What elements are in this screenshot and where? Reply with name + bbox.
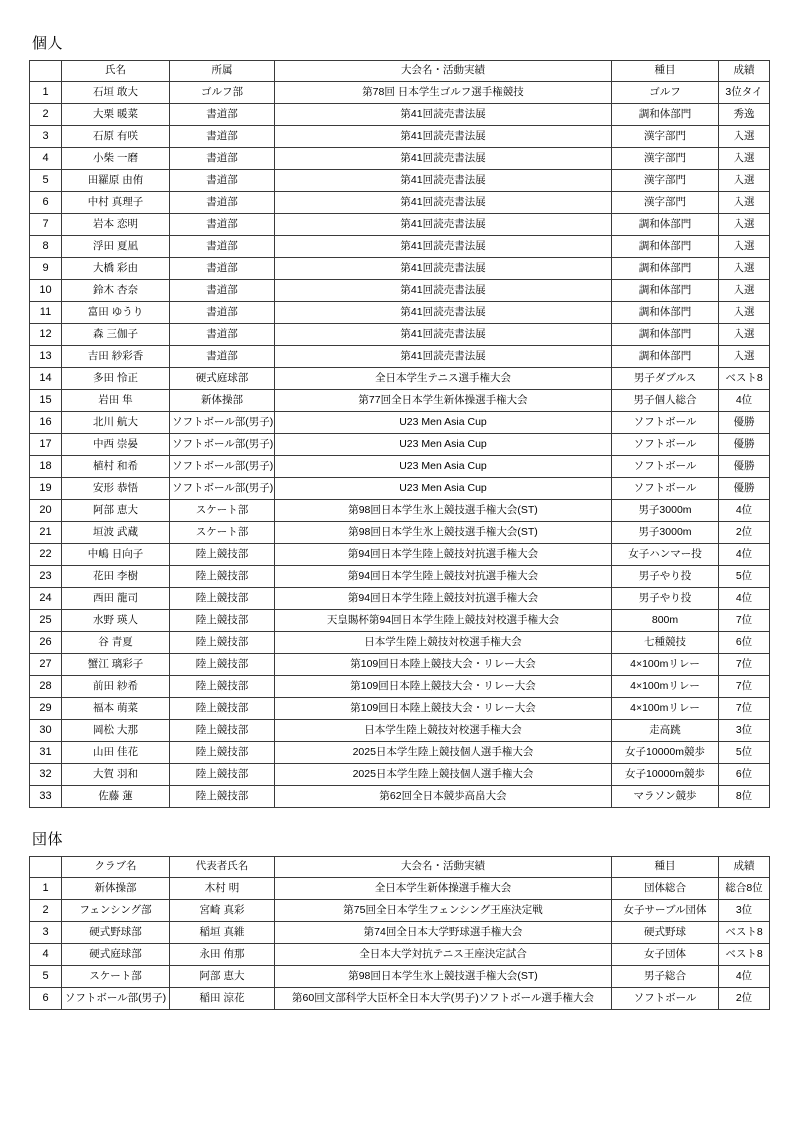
cell-kind: 七種競技	[612, 632, 719, 654]
cell-kind: 男子ダブルス	[612, 368, 719, 390]
cell-event: U23 Men Asia Cup	[275, 412, 612, 434]
cell-event: 第41回読売書法展	[275, 324, 612, 346]
cell-event: U23 Men Asia Cup	[275, 434, 612, 456]
cell-representative: 永田 侑那	[170, 944, 275, 966]
cell-no: 13	[30, 346, 62, 368]
cell-result: 2位	[719, 522, 770, 544]
cell-no: 5	[30, 170, 62, 192]
cell-event: 全日本大学対抗テニス王座決定試合	[275, 944, 612, 966]
cell-event: 第60回文部科学大臣杯全日本大学(男子)ソフトボール選手権大会	[275, 988, 612, 1010]
cell-event: 第41回読売書法展	[275, 148, 612, 170]
cell-result: 優勝	[719, 478, 770, 500]
cell-name: 岩田 隼	[62, 390, 170, 412]
cell-result: 6位	[719, 632, 770, 654]
cell-event: 第41回読売書法展	[275, 302, 612, 324]
cell-name: 富田 ゆうり	[62, 302, 170, 324]
cell-no: 12	[30, 324, 62, 346]
cell-name: 大栗 暖菜	[62, 104, 170, 126]
cell-name: 北川 航大	[62, 412, 170, 434]
column-header-no	[30, 61, 62, 82]
cell-name: 岩本 恋明	[62, 214, 170, 236]
cell-no: 1	[30, 82, 62, 104]
cell-result: 入選	[719, 126, 770, 148]
cell-event: 第41回読売書法展	[275, 346, 612, 368]
table-row	[30, 610, 770, 632]
cell-event: U23 Men Asia Cup	[275, 478, 612, 500]
cell-no: 4	[30, 148, 62, 170]
cell-no: 26	[30, 632, 62, 654]
table-row	[30, 522, 770, 544]
team-table-body	[30, 878, 770, 1010]
table-row	[30, 104, 770, 126]
cell-result: 入選	[719, 192, 770, 214]
cell-event: 第109回日本陸上競技大会・リレー大会	[275, 654, 612, 676]
cell-event: 第109回日本陸上競技大会・リレー大会	[275, 676, 612, 698]
cell-kind: 調和体部門	[612, 280, 719, 302]
cell-club: 硬式庭球部	[62, 944, 170, 966]
cell-result: 3位	[719, 720, 770, 742]
cell-club: ソフトボール部(男子)	[62, 988, 170, 1010]
cell-club: 書道部	[170, 104, 275, 126]
cell-event: 第94回日本学生陸上競技対抗選手権大会	[275, 544, 612, 566]
cell-club: ゴルフ部	[170, 82, 275, 104]
cell-result: 4位	[719, 966, 770, 988]
table-row	[30, 720, 770, 742]
cell-event: 2025日本学生陸上競技個人選手権大会	[275, 764, 612, 786]
cell-club: 書道部	[170, 236, 275, 258]
cell-kind: 女子ハンマー投	[612, 544, 719, 566]
cell-event: 第98回日本学生氷上競技選手権大会(ST)	[275, 966, 612, 988]
cell-event: 第41回読売書法展	[275, 170, 612, 192]
table-row	[30, 500, 770, 522]
column-header-rep: 代表者氏名	[170, 857, 275, 878]
cell-kind: マラソン競歩	[612, 786, 719, 808]
cell-name: 浮田 夏凪	[62, 236, 170, 258]
table-row	[30, 944, 770, 966]
table-row	[30, 258, 770, 280]
cell-name: 福本 萌菜	[62, 698, 170, 720]
cell-result: 7位	[719, 610, 770, 632]
table-row	[30, 280, 770, 302]
cell-club: 書道部	[170, 280, 275, 302]
cell-event: 第94回日本学生陸上競技対抗選手権大会	[275, 566, 612, 588]
cell-event: 第94回日本学生陸上競技対抗選手権大会	[275, 588, 612, 610]
table-row	[30, 764, 770, 786]
cell-no: 31	[30, 742, 62, 764]
cell-result: 優勝	[719, 434, 770, 456]
table-row	[30, 786, 770, 808]
cell-kind: 調和体部門	[612, 324, 719, 346]
cell-name: 大賀 羽和	[62, 764, 170, 786]
cell-representative: 稲田 涼花	[170, 988, 275, 1010]
cell-club: ソフトボール部(男子)	[170, 478, 275, 500]
table-row	[30, 82, 770, 104]
cell-name: 水野 瑛人	[62, 610, 170, 632]
cell-kind: ゴルフ	[612, 82, 719, 104]
cell-event: U23 Men Asia Cup	[275, 456, 612, 478]
table-row	[30, 698, 770, 720]
cell-kind: 調和体部門	[612, 214, 719, 236]
cell-event: 第74回全日本大学野球選手権大会	[275, 922, 612, 944]
cell-name: 谷 青夏	[62, 632, 170, 654]
cell-result: 入選	[719, 324, 770, 346]
cell-kind: ソフトボール	[612, 434, 719, 456]
cell-result: 入選	[719, 148, 770, 170]
cell-name: 佐藤 蓮	[62, 786, 170, 808]
cell-kind: ソフトボール	[612, 478, 719, 500]
cell-event: 第75回全日本学生フェンシング王座決定戦	[275, 900, 612, 922]
cell-kind: 女子団体	[612, 944, 719, 966]
cell-club: 書道部	[170, 302, 275, 324]
cell-event: 第41回読売書法展	[275, 258, 612, 280]
cell-club: 新体操部	[170, 390, 275, 412]
cell-kind: 女子10000m競歩	[612, 764, 719, 786]
cell-no: 6	[30, 988, 62, 1010]
cell-no: 19	[30, 478, 62, 500]
table-row	[30, 588, 770, 610]
cell-no: 9	[30, 258, 62, 280]
cell-event: 天皇賜杯第94回日本学生陸上競技対校選手権大会	[275, 610, 612, 632]
cell-no: 20	[30, 500, 62, 522]
cell-no: 8	[30, 236, 62, 258]
cell-club: 陸上競技部	[170, 610, 275, 632]
cell-no: 18	[30, 456, 62, 478]
cell-result: ベスト8	[719, 922, 770, 944]
cell-no: 29	[30, 698, 62, 720]
cell-result: 7位	[719, 698, 770, 720]
cell-kind: 調和体部門	[612, 104, 719, 126]
cell-kind: 女子10000m競歩	[612, 742, 719, 764]
cell-result: 7位	[719, 676, 770, 698]
cell-club: 硬式庭球部	[170, 368, 275, 390]
cell-event: 第77回全日本学生新体操選手権大会	[275, 390, 612, 412]
table-row	[30, 368, 770, 390]
cell-club: 書道部	[170, 126, 275, 148]
cell-event: 全日本学生テニス選手権大会	[275, 368, 612, 390]
cell-no: 33	[30, 786, 62, 808]
cell-representative: 稲垣 真維	[170, 922, 275, 944]
cell-name: 阿部 恵大	[62, 500, 170, 522]
cell-kind: 調和体部門	[612, 258, 719, 280]
team-results-table	[29, 856, 770, 1010]
cell-club: 書道部	[170, 214, 275, 236]
column-header-kind: 種目	[612, 857, 719, 878]
column-header-club: 所属	[170, 61, 275, 82]
team-section-title: 団体	[32, 831, 64, 848]
cell-club: スケート部	[170, 500, 275, 522]
table-row	[30, 302, 770, 324]
cell-event: 日本学生陸上競技対校選手権大会	[275, 720, 612, 742]
cell-club: 硬式野球部	[62, 922, 170, 944]
cell-event: 第109回日本陸上競技大会・リレー大会	[275, 698, 612, 720]
cell-kind: 漢字部門	[612, 170, 719, 192]
cell-name: 安形 恭悟	[62, 478, 170, 500]
column-header-result: 成績	[719, 857, 770, 878]
cell-no: 3	[30, 922, 62, 944]
cell-name: 多田 怜正	[62, 368, 170, 390]
cell-event: 第41回読売書法展	[275, 214, 612, 236]
cell-club: 陸上競技部	[170, 764, 275, 786]
table-header-row	[30, 857, 770, 878]
cell-result: 7位	[719, 654, 770, 676]
cell-club: 陸上競技部	[170, 786, 275, 808]
cell-kind: 男子やり投	[612, 566, 719, 588]
cell-event: 第98回日本学生氷上競技選手権大会(ST)	[275, 522, 612, 544]
cell-club: ソフトボール部(男子)	[170, 456, 275, 478]
cell-result: 入選	[719, 170, 770, 192]
cell-event: 第41回読売書法展	[275, 192, 612, 214]
cell-no: 22	[30, 544, 62, 566]
cell-no: 25	[30, 610, 62, 632]
cell-representative: 阿部 恵大	[170, 966, 275, 988]
table-row	[30, 742, 770, 764]
cell-kind: 男子個人総合	[612, 390, 719, 412]
table-row	[30, 988, 770, 1010]
table-row	[30, 676, 770, 698]
cell-no: 32	[30, 764, 62, 786]
table-row	[30, 456, 770, 478]
cell-name: 植村 和希	[62, 456, 170, 478]
cell-event: 第41回読売書法展	[275, 236, 612, 258]
cell-club: 陸上競技部	[170, 742, 275, 764]
cell-no: 16	[30, 412, 62, 434]
cell-kind: 漢字部門	[612, 148, 719, 170]
table-row	[30, 434, 770, 456]
cell-result: 入選	[719, 214, 770, 236]
cell-name: 山田 佳花	[62, 742, 170, 764]
cell-result: 秀逸	[719, 104, 770, 126]
cell-result: 8位	[719, 786, 770, 808]
cell-representative: 木村 明	[170, 878, 275, 900]
column-header-result: 成績	[719, 61, 770, 82]
table-row	[30, 324, 770, 346]
cell-club: ソフトボール部(男子)	[170, 412, 275, 434]
cell-no: 3	[30, 126, 62, 148]
cell-event: 日本学生陸上競技対校選手権大会	[275, 632, 612, 654]
table-row	[30, 654, 770, 676]
cell-club: 陸上競技部	[170, 698, 275, 720]
cell-result: ベスト8	[719, 944, 770, 966]
table-row	[30, 214, 770, 236]
column-header-no	[30, 857, 62, 878]
cell-representative: 宮崎 真彩	[170, 900, 275, 922]
cell-club: 陸上競技部	[170, 588, 275, 610]
table-row	[30, 346, 770, 368]
cell-result: 入選	[719, 280, 770, 302]
cell-name: 石原 有咲	[62, 126, 170, 148]
cell-name: 中西 崇晏	[62, 434, 170, 456]
cell-event: 第41回読売書法展	[275, 280, 612, 302]
cell-kind: 漢字部門	[612, 192, 719, 214]
cell-result: 総合8位	[719, 878, 770, 900]
cell-name: 吉田 紗彩香	[62, 346, 170, 368]
table-row	[30, 566, 770, 588]
cell-name: 蟹江 璃彩子	[62, 654, 170, 676]
cell-result: 4位	[719, 500, 770, 522]
cell-no: 24	[30, 588, 62, 610]
cell-event: 第41回読売書法展	[275, 104, 612, 126]
cell-club: 書道部	[170, 148, 275, 170]
cell-no: 10	[30, 280, 62, 302]
cell-club: 書道部	[170, 324, 275, 346]
cell-kind: 男子総合	[612, 966, 719, 988]
cell-kind: ソフトボール	[612, 988, 719, 1010]
cell-result: 3位タイ	[719, 82, 770, 104]
table-row	[30, 148, 770, 170]
cell-club: 新体操部	[62, 878, 170, 900]
cell-kind: ソフトボール	[612, 456, 719, 478]
cell-club: 陸上競技部	[170, 676, 275, 698]
table-row	[30, 966, 770, 988]
cell-no: 4	[30, 944, 62, 966]
column-header-event: 大会名・活動実績	[275, 61, 612, 82]
cell-no: 1	[30, 878, 62, 900]
individual-table-body	[30, 82, 770, 808]
cell-club: 陸上競技部	[170, 654, 275, 676]
cell-no: 2	[30, 104, 62, 126]
cell-club: スケート部	[170, 522, 275, 544]
cell-name: 石垣 敢大	[62, 82, 170, 104]
cell-name: 中村 真理子	[62, 192, 170, 214]
cell-event: 第41回読売書法展	[275, 126, 612, 148]
column-header-club: クラブ名	[62, 857, 170, 878]
cell-result: 入選	[719, 258, 770, 280]
cell-club: 陸上競技部	[170, 720, 275, 742]
column-header-event: 大会名・活動実績	[275, 857, 612, 878]
cell-no: 2	[30, 900, 62, 922]
individual-results-table	[29, 60, 770, 808]
cell-result: 6位	[719, 764, 770, 786]
cell-name: 大橋 彩由	[62, 258, 170, 280]
table-row	[30, 236, 770, 258]
cell-name: 花田 李樹	[62, 566, 170, 588]
cell-event: 全日本学生新体操選手権大会	[275, 878, 612, 900]
cell-kind: 女子サーブル団体	[612, 900, 719, 922]
cell-kind: ソフトボール	[612, 412, 719, 434]
cell-name: 鈴木 杏奈	[62, 280, 170, 302]
cell-name: 西田 龍司	[62, 588, 170, 610]
cell-club: 陸上競技部	[170, 544, 275, 566]
cell-no: 14	[30, 368, 62, 390]
cell-result: 5位	[719, 742, 770, 764]
cell-no: 28	[30, 676, 62, 698]
cell-no: 7	[30, 214, 62, 236]
cell-result: 優勝	[719, 412, 770, 434]
cell-result: 4位	[719, 544, 770, 566]
cell-name: 中嶋 日向子	[62, 544, 170, 566]
cell-name: 岡松 大那	[62, 720, 170, 742]
cell-kind: 男子やり投	[612, 588, 719, 610]
table-row	[30, 632, 770, 654]
cell-no: 17	[30, 434, 62, 456]
column-header-name: 氏名	[62, 61, 170, 82]
table-row	[30, 170, 770, 192]
cell-kind: 調和体部門	[612, 236, 719, 258]
cell-kind: 調和体部門	[612, 302, 719, 324]
table-row	[30, 900, 770, 922]
cell-club: フェンシング部	[62, 900, 170, 922]
cell-kind: 漢字部門	[612, 126, 719, 148]
cell-no: 15	[30, 390, 62, 412]
cell-kind: 走高跳	[612, 720, 719, 742]
cell-name: 小柴 一磨	[62, 148, 170, 170]
cell-club: スケート部	[62, 966, 170, 988]
cell-name: 前田 紗希	[62, 676, 170, 698]
cell-club: ソフトボール部(男子)	[170, 434, 275, 456]
cell-kind: 調和体部門	[612, 346, 719, 368]
cell-kind: 団体総合	[612, 878, 719, 900]
cell-club: 書道部	[170, 346, 275, 368]
cell-kind: 硬式野球	[612, 922, 719, 944]
table-row	[30, 390, 770, 412]
cell-no: 5	[30, 966, 62, 988]
cell-kind: 4×100mリレー	[612, 676, 719, 698]
table-row	[30, 544, 770, 566]
cell-result: 4位	[719, 390, 770, 412]
cell-kind: 4×100mリレー	[612, 698, 719, 720]
cell-name: 森 三伽子	[62, 324, 170, 346]
cell-result: 4位	[719, 588, 770, 610]
table-row	[30, 922, 770, 944]
cell-club: 書道部	[170, 258, 275, 280]
table-row	[30, 878, 770, 900]
cell-event: 第62回全日本競歩高畠大会	[275, 786, 612, 808]
cell-name: 垣波 武蔵	[62, 522, 170, 544]
cell-event: 第98回日本学生氷上競技選手権大会(ST)	[275, 500, 612, 522]
cell-club: 書道部	[170, 170, 275, 192]
cell-result: 優勝	[719, 456, 770, 478]
cell-result: 2位	[719, 988, 770, 1010]
cell-result: 入選	[719, 236, 770, 258]
cell-result: 入選	[719, 302, 770, 324]
cell-event: 2025日本学生陸上競技個人選手権大会	[275, 742, 612, 764]
cell-no: 27	[30, 654, 62, 676]
cell-result: ベスト8	[719, 368, 770, 390]
cell-club: 陸上競技部	[170, 566, 275, 588]
cell-kind: 男子3000m	[612, 500, 719, 522]
cell-kind: 4×100mリレー	[612, 654, 719, 676]
cell-result: 5位	[719, 566, 770, 588]
cell-no: 21	[30, 522, 62, 544]
cell-club: 書道部	[170, 192, 275, 214]
table-row	[30, 412, 770, 434]
cell-event: 第78回 日本学生ゴルフ選手権競技	[275, 82, 612, 104]
table-row	[30, 192, 770, 214]
individual-section-title: 個人	[32, 35, 64, 52]
cell-no: 23	[30, 566, 62, 588]
cell-no: 6	[30, 192, 62, 214]
cell-result: 入選	[719, 346, 770, 368]
cell-kind: 800m	[612, 610, 719, 632]
cell-name: 田羅原 由侑	[62, 170, 170, 192]
table-row	[30, 478, 770, 500]
cell-result: 3位	[719, 900, 770, 922]
cell-club: 陸上競技部	[170, 632, 275, 654]
cell-no: 11	[30, 302, 62, 324]
cell-no: 30	[30, 720, 62, 742]
table-header-row	[30, 61, 770, 82]
column-header-kind: 種目	[612, 61, 719, 82]
table-row	[30, 126, 770, 148]
cell-kind: 男子3000m	[612, 522, 719, 544]
